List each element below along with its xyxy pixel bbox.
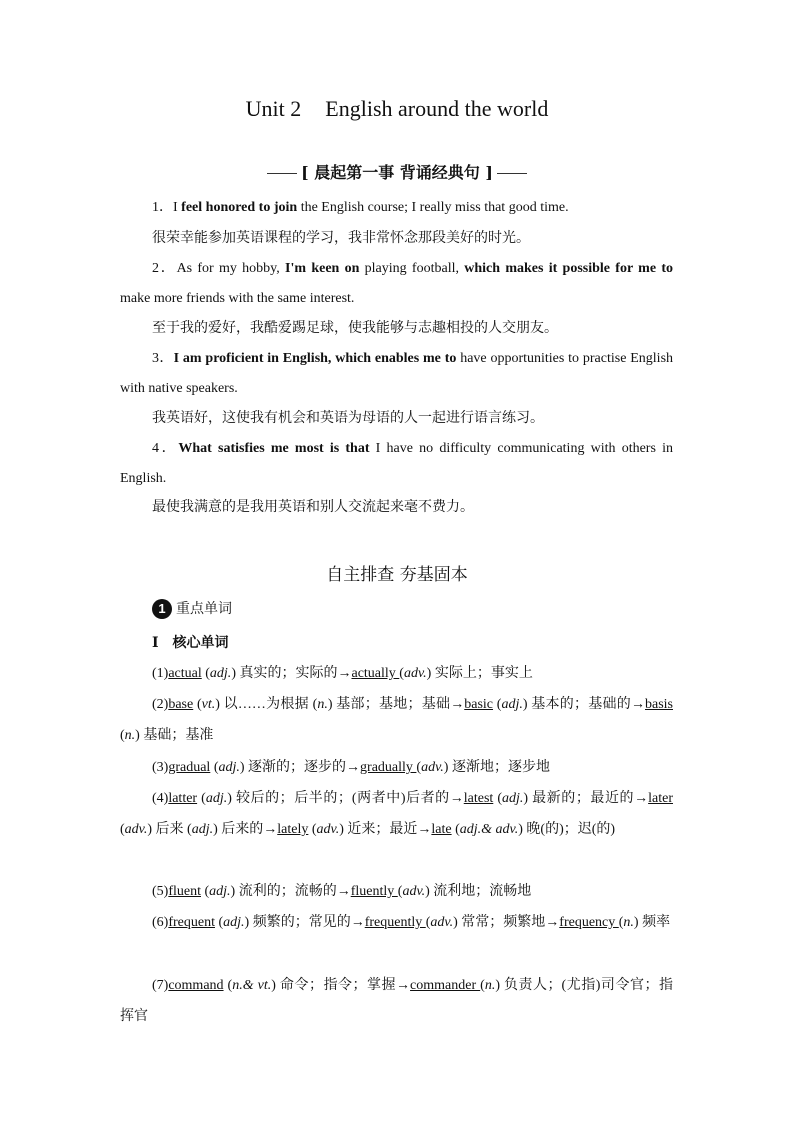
sentence-4: 4．What satisfies me most is that I have no difficulty communicating with others in English. (120, 441, 673, 486)
sentence-1-translation: 很荣幸能参加英语课程的学习，我非常怀念那段美好的时光。 (152, 230, 530, 246)
number-badge: 1 (152, 599, 172, 619)
vocab-item-2: (2)base (vt.) 以……为根据 (n.) 基部；基地；基础→basic (adj.) 基本的；基础的→basis (n.) 基础；基准 (120, 697, 673, 743)
vocab-item-4: (4)latter (adj.) 较后的；后半的；(两者中)后者的→latest (adj.) 最新的；最近的→later (adv.) 后来 (adj.) 后来的→lately (adv.) 近来；最近→late (adj.& adv.) 晚(的)；迟(的) (120, 791, 673, 837)
sentence-3-translation: 我英语好，这使我有机会和英语为母语的人一起进行语言练习。 (152, 410, 544, 426)
subsection-label: 重点单词 (176, 601, 232, 617)
unit-number: Unit 2 (245, 96, 302, 121)
vocab-item-3: (3)gradual (adj.) 逐渐的；逐步的→gradually (adv.) 逐渐地；逐步地 (152, 760, 550, 775)
unit-name: English around the world (325, 96, 549, 121)
banner-rule-right (497, 173, 527, 174)
section-title: 自主排查 夯基固本 (326, 565, 468, 585)
vocab-item-7: (7)command (n.& vt.) 命令；指令；掌握→commander (n.) 负责人；(尤指)司令官；指挥官 (120, 978, 673, 1024)
sentence-4-translation: 最使我满意的是我用英语和别人交流起来毫不费力。 (152, 499, 474, 515)
vocab-item-5: (5)fluent (adj.) 流利的；流畅的→fluently (adv.) 流利地；流畅地 (152, 884, 532, 899)
subsection-heading (152, 598, 232, 619)
sentence-1: 1．I feel honored to join the English course; I really miss that good time. (152, 200, 569, 215)
sentence-2: 2．As for my hobby, I'm keen on playing football, which makes it possible for me to make more friends with the same interest. (120, 261, 673, 306)
banner-text: [ 晨起第一事 背诵经典句 ] (301, 163, 493, 182)
core-words-heading: Ⅰ 核心单词 (152, 635, 229, 651)
vocab-item-1: (1)actual (adj.) 真实的；实际的→actually (adv.) 实际上；事实上 (152, 666, 533, 681)
unit-title (0, 96, 794, 122)
sentence-3: 3．I am proficient in English, which enables me to have opportunities to practise English with native speakers. (120, 351, 674, 396)
section-banner (0, 160, 794, 183)
banner-rule-left (267, 173, 297, 174)
vocab-item-6: (6)frequent (adj.) 频繁的；常见的→frequently (adv.) 常常；频繁地→frequency (n.) 频率 (152, 915, 671, 930)
sentence-2-translation: 至于我的爱好，我酷爱踢足球，使我能够与志趣相投的人交朋友。 (152, 320, 558, 336)
